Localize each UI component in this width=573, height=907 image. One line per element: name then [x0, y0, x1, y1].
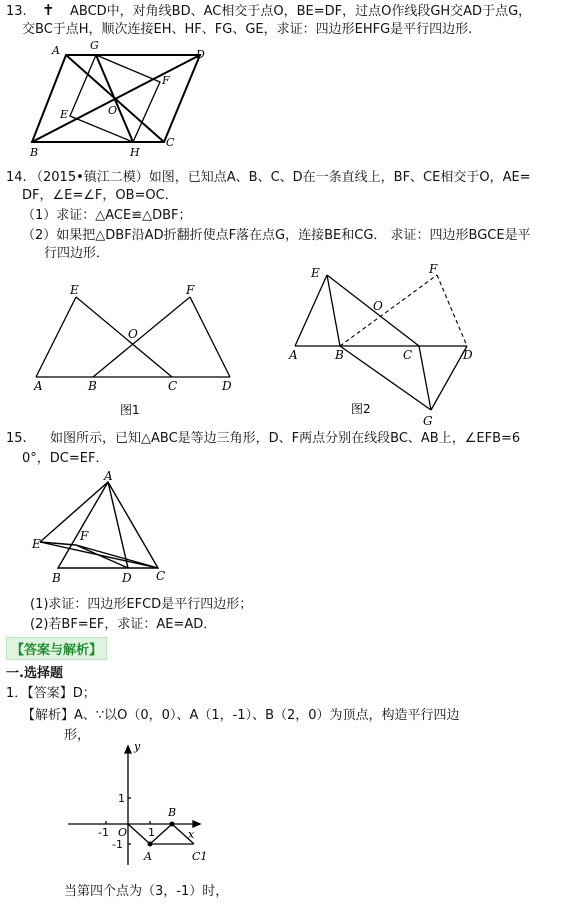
answers-tag: 【答案与解析】 — [6, 637, 107, 660]
q14-fig1-label-E: E — [70, 283, 79, 297]
q14-fig2-label-G: G — [423, 414, 433, 428]
graph-label-one-y: 1 — [118, 792, 125, 805]
q13-label-O: O — [108, 104, 118, 117]
q14-fig2-label-B: B — [335, 348, 344, 362]
analysis-last-line: 当第四个点为（3，-1）时， — [64, 884, 229, 899]
q15-text-line2: 0°，DC=EF． — [22, 451, 109, 466]
analysis-line1: 【解析】A、∵以O（0，0）、A（1，-1）、B（2，0）为顶点，构造平行四边 — [22, 708, 460, 723]
q14-text-line2: DF，∠E=∠F，OB=OC． — [22, 188, 178, 203]
graph-label-A: A — [144, 850, 152, 863]
graph-label-C1: C1 — [192, 850, 208, 863]
q14-fig2-label-O: O — [373, 299, 383, 313]
q14-part1: （1）求证：△ACE≌△DBF； — [22, 208, 192, 223]
q14-fig2-label-D: D — [463, 348, 473, 362]
q13-label-H: H — [130, 146, 140, 159]
q13-text-line2: 交BC于点H，顺次连接EH、HF、FG、GE，求证：四边形EHFG是平行四边形. — [22, 22, 473, 37]
q15-text-line1: 如图所示，已知△ABC是等边三角形，D、F两点分别在线段BC、AB上，∠EFB=6 — [50, 431, 521, 446]
graph-label-O: O — [118, 826, 128, 839]
q13-label-C: C — [166, 136, 175, 149]
q13-label-D: D — [196, 48, 205, 61]
q14-fig1-label-D: D — [222, 379, 232, 393]
analysis-line2: 形， — [64, 728, 91, 743]
graph-label-B: B — [168, 806, 177, 819]
graph-label-x: x — [188, 828, 195, 841]
q15-label-D: D — [122, 571, 132, 585]
q14-fig1-label-A: A — [34, 379, 43, 393]
q15-label-F: F — [80, 529, 89, 543]
q14-part2a: （2）如果把△DBF沿AD折翻折使点F落在点G，连接BE和CG． 求证：四边形BGCE是平 — [22, 228, 531, 243]
q14-figure-2 — [285, 263, 485, 428]
q15-label-B: B — [52, 571, 61, 585]
graph-label-neg1-y: -1 — [112, 838, 123, 851]
q15-number: 15. — [6, 431, 27, 446]
q14-fig2-label-E: E — [311, 266, 320, 280]
q14-figure-1 — [30, 280, 240, 420]
answer-1: 1．【答案】D； — [6, 686, 96, 701]
point-A — [148, 842, 153, 847]
q13-label-F: F — [162, 74, 170, 87]
q13-icon: ✝ — [42, 1, 55, 19]
q13-label-E: E — [60, 108, 69, 121]
q13-label-B: B — [30, 146, 39, 159]
graph-label-neg1-x: -1 — [98, 826, 109, 839]
q13-label-A: A — [52, 44, 60, 57]
q15-part1: (1)求证：四边形EFCD是平行四边形； — [30, 597, 253, 612]
q14-text-line1: （2015•镇江二模）如图，已知点A、B、C、D在一条直线上，BF、CE相交于O，AE= — [30, 170, 531, 185]
point-B — [170, 822, 175, 827]
q14-number: 14. — [6, 170, 27, 185]
coordinate-graph — [60, 740, 210, 870]
q14-part2b: 行四边形． — [44, 246, 110, 261]
q14-fig2-label-F: F — [429, 263, 438, 276]
graph-label-y: y — [134, 740, 141, 753]
graph-label-one-x: 1 — [148, 826, 155, 839]
q15-label-A: A — [104, 470, 113, 483]
answers-section-title: 一.选择题 — [6, 666, 63, 681]
q14-fig1-caption: 图1 — [120, 403, 140, 417]
q15-part2: (2)若BF=EF，求证：AE=AD． — [30, 617, 217, 632]
q13-text-line1: ABCD中，对角线BD、AC相交于点O，BE=DF，过点O作线段GH交AD于点G， — [70, 4, 532, 19]
q14-fig1-label-F: F — [186, 283, 195, 297]
q13-number: 13. — [6, 4, 27, 19]
q14-fig2-label-A: A — [289, 348, 298, 362]
q15-label-C: C — [156, 569, 166, 583]
q14-fig1-label-B: B — [88, 379, 97, 393]
q13-label-G: G — [90, 40, 99, 52]
q14-fig1-label-C: C — [168, 379, 178, 393]
q13-figure — [30, 40, 230, 160]
q15-label-E: E — [32, 537, 41, 551]
q15-figure — [30, 470, 180, 590]
q14-fig2-caption: 图2 — [351, 402, 371, 416]
q14-fig1-label-O: O — [128, 327, 138, 341]
q14-fig2-label-C: C — [403, 348, 413, 362]
